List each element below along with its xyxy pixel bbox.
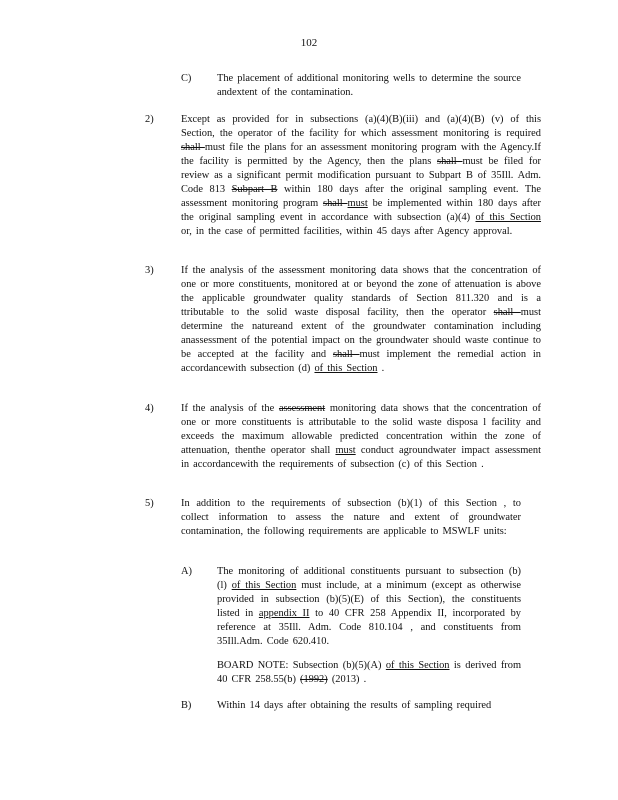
deleted-text: (1992) [300, 674, 328, 685]
deleted-text: shall [323, 198, 348, 209]
item-a [181, 565, 521, 687]
inserted-text: of this Section [385, 660, 450, 671]
text-segment: In addition to the requirements of subsection (b)(1) of this Section , to collect information to assess the nature and extent of groundwater contamination, the following requirements are applicable to MSWLF units: [181, 498, 521, 537]
page-number: 102 [300, 37, 318, 49]
item-label: 3) [145, 265, 154, 276]
board-note [217, 659, 521, 687]
text-segment: must include, at a minimum (except as otherwise provided in subsection (b)(5)(E) of this Section), the constituents listed in [217, 580, 521, 619]
item-label: A) [181, 566, 192, 577]
text-segment: must determine the natureand extent of the groundwater contamination including anassessment of the potential impact on the groundwater should waste continue to be accepted at the facility and [181, 307, 541, 360]
text-segment: Within 14 days after obtaining the results of sampling required [217, 700, 492, 711]
text-segment: must implement the remedial action in accordancewith subsection (d) [181, 349, 541, 374]
deleted-text: shall [181, 142, 205, 153]
item-label: 5) [145, 498, 154, 509]
item-2 [145, 113, 541, 239]
inserted-text: of this Section [231, 580, 297, 591]
item-3 [145, 264, 541, 376]
item-text [217, 699, 521, 713]
inserted-text: must [347, 198, 368, 209]
item-c [181, 72, 521, 100]
item-text [181, 402, 541, 472]
inserted-text: must [335, 445, 356, 456]
text-segment: (2013) . [327, 674, 367, 685]
deleted-text: assessment [278, 403, 326, 414]
deleted-text: shall [437, 156, 463, 167]
item-text [181, 113, 541, 239]
inserted-text: of this Section [475, 212, 542, 223]
text-segment: to 40 CFR 258 Appendix II, incorporated by reference at 35Ill. Adm. Code 810.104 , and constituents from 35Ill.Adm. Code 620.410. [217, 608, 521, 647]
text-segment: BOARD NOTE: Subsection (b)(5)(A) [217, 660, 386, 671]
inserted-text: of this Section [314, 363, 378, 374]
text-segment: If the analysis of the [181, 403, 279, 414]
deleted-text: Subpart B [231, 184, 278, 195]
item-b [181, 699, 521, 713]
text-segment: is derived from 40 CFR 258.55(b) [217, 660, 522, 685]
text-segment: be implemented within 180 days after the original sampling event in accordance with subsection (a)(4) [181, 198, 541, 223]
deleted-text: shall [332, 349, 360, 360]
text-segment: must be filed for review as a significant permit modification pursuant to Subpart B of 35Ill. Adm. Code 813 [181, 156, 541, 195]
text-segment: conduct agroundwater impact assessment in accordancewith the requirements of subsection (c) of this Section . [181, 445, 541, 470]
item-label: 2) [145, 114, 154, 125]
inserted-text: appendix II [258, 608, 310, 619]
item-5 [145, 497, 521, 539]
text-segment: If the analysis of the assessment monitoring data shows that the concentration of one or more constituents, monitored at or beyond the zone of attenuation is above the applicable groundwater quality standards of Section 811.320 and is a ttributable to the solid waste disposal facility, then the operator [181, 265, 541, 318]
text-segment: The placement of additional monitoring wells to determine the source andextent of the contamination. [217, 73, 521, 98]
item-text [181, 264, 541, 376]
item-text [181, 497, 521, 539]
text-segment: monitoring data shows that the concentration of one or more constituents is attributable to the solid waste disposa l facility and exceeds the maximum allowable predicted concentration within the zone of attenuation, thenthe operator shall [181, 403, 541, 456]
text-segment: must file the plans for an assessment monitoring program with the Agency.If the facility is permitted by the Agency, then the plans [181, 142, 541, 167]
text-segment: or, in the case of permitted facilities, within 45 days after Agency approval. [181, 226, 513, 237]
text-segment: Except as provided for in subsections (a)(4)(B)(iii) and (a)(4)(B) (v) of this Section, the operator of the facility for which assessment monitoring is required [181, 114, 541, 139]
text-segment: The monitoring of additional constituents pursuant to subsection (b)(l) [217, 566, 521, 591]
item-text [217, 565, 521, 649]
item-text [217, 72, 521, 100]
deleted-text: shall [493, 307, 521, 318]
item-4 [145, 402, 541, 472]
item-label: B) [181, 700, 192, 711]
item-label: 4) [145, 403, 154, 414]
text-segment: . [377, 363, 385, 374]
item-label: C) [181, 73, 192, 84]
text-segment: within 180 days after the original sampling event. The assessment monitoring program [181, 184, 541, 209]
